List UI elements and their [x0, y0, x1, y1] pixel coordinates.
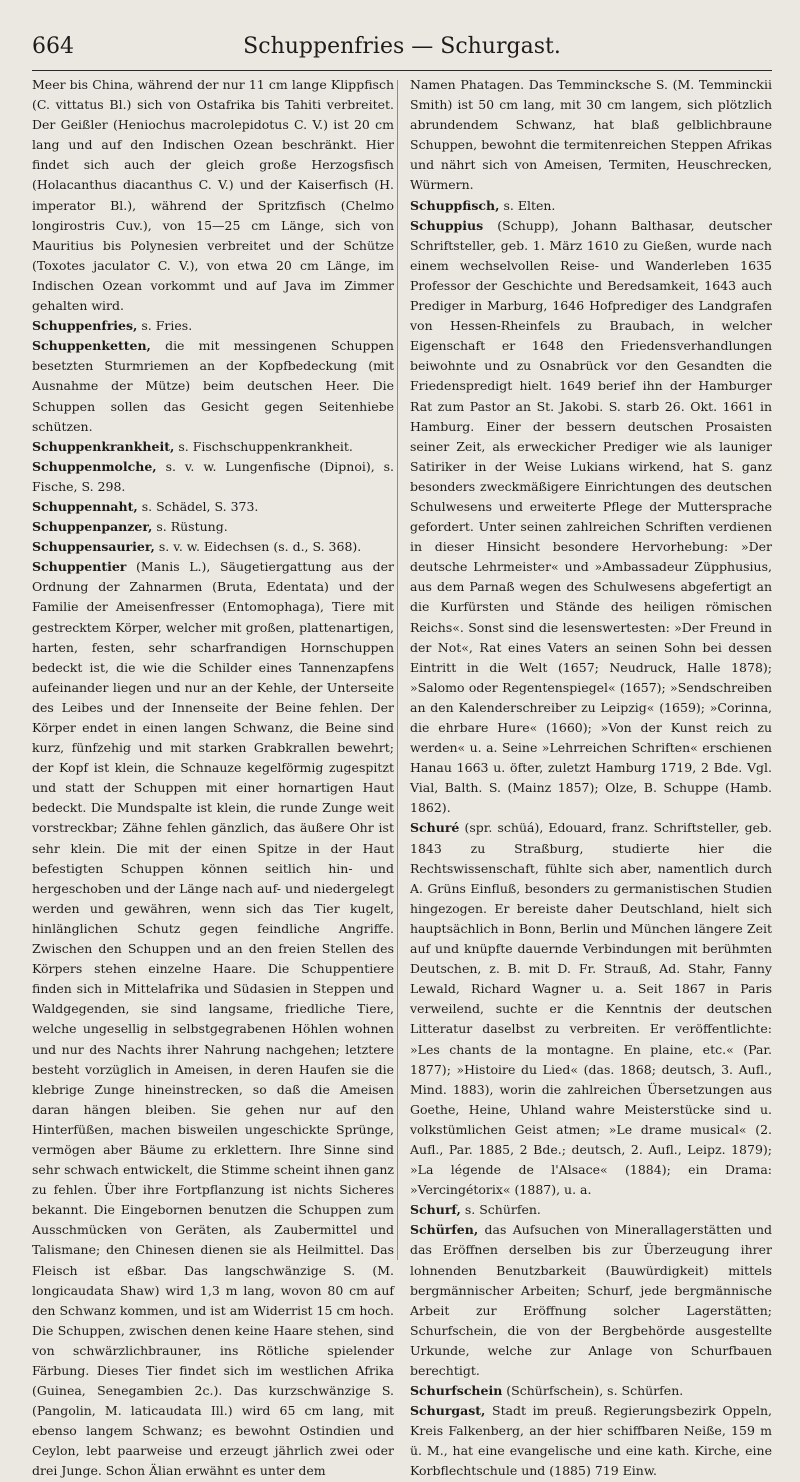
entry-text: die mit messingenen Schuppen besetzten Sturmriemen an der Kopfbedeckung (mit Ausnahme der Mütze) beim deutschen Heer. Die Schuppen sollen das Gesicht gegen Seitenhiebe schützen. — [32, 338, 394, 434]
entry — [410, 1200, 772, 1220]
entry-headword: Schuppenmolche, — [32, 458, 157, 474]
entry — [32, 75, 394, 316]
entry-headword: Schürfen, — [410, 1222, 479, 1238]
entry-headword: Schuppenpanzer, — [32, 519, 153, 535]
entry — [32, 457, 394, 497]
entry — [32, 437, 394, 457]
entry-text: s. Fries. — [141, 318, 193, 334]
column-divider — [397, 80, 398, 1260]
entry — [32, 316, 394, 336]
page-header — [32, 30, 772, 71]
entry-headword: Schuppenkrankheit, — [32, 438, 175, 454]
entry — [32, 537, 394, 557]
entry — [410, 1401, 772, 1481]
page-number: 664 — [32, 34, 74, 59]
left-column — [32, 75, 394, 1482]
entry — [32, 557, 394, 1481]
entry-text: (Schürfschein), s. Schürfen. — [506, 1383, 684, 1399]
entry-headword: Schuppentier — [32, 559, 127, 575]
running-title: Schuppenfries — Schurgast. — [243, 34, 561, 59]
entry-headword: Schuppenfries, — [32, 318, 138, 334]
entry — [410, 1381, 772, 1401]
entry-text: s. Schädel, S. 373. — [141, 498, 259, 514]
entry-headword: Schuré — [410, 820, 460, 836]
entry-headword: Schurf, — [410, 1202, 461, 1218]
entry-text: Namen Phatagen. Das Temmincksche S. (M. Temminckii Smith) ist 50 cm lang, mit 30 cm langem, sich plötzlich abrundendem Schwanz, hat blaß gelblichbraune Schuppen, bewohnt die termitenreichen Steppen Afrikas und nährt sich von Ameisen, Termiten, Heuschrecken, Würmern. — [410, 77, 772, 193]
entry-text: s. v. w. Lungenfische (Dipnoi), s. Fische, S. 298. — [32, 458, 394, 494]
entry-text: (Schupp), Johann Balthasar, deutscher Schriftsteller, geb. 1. März 1610 zu Gießen, wurde nach einem wechselvollen Reise- und Wanderleben 1635 Professor der Geschichte und Beredsamkeit, 1643 auch Prediger in Marburg, 1646 Hofprediger des Landgrafen von Hessen-Rheinfels zu Braubach, in welcher Eigenschaft er 1648 den Friedensverhandlungen beiwohnte und zu Osnabrück vor den Gesandten die Friedenspredigt hielt. 1649 berief ihn der Hamburger Rat zum Pastor an St. Jakobi. S. starb 26. Okt. 1661 in Hamburg. Einer der bessern deutschen Prosaisten seiner Zeit, als erweckicher Prediger wie als launiger Satiriker in der Weise Lukians wirkend, hat S. ganz besonders zweckmäßigere Einrichtungen des deutschen Schulwesens und erweiterte Pflege der Muttersprache gefordert. Unter seinen zahlreichen Schriften verdienen in dieser Hinsicht besondere Hervorhebung: »Der deutsche Lehrmeister« und »Ambassadeur Züpphusius, aus dem Parnaß wegen des Schulwesens abgefertigt an die Kurfürsten und Stände des heiligen römischen Reichs«. Sonst sind die lesenswertesten: »Der Freund in der Not«, Rat eines Vaters an seinen Sohn bei dessen Eintritt in die Welt (1657; Neudruck, Halle 1878); »Salomo oder Regentenspiegel« (1657); »Sendschreiben an den Kalenderschreiber zu Leipzig« (1659); »Corinna, die ehrbare Hure« (1660); »Von der Kunst reich zu werden« u. a. Seine »Lehrreichen Schriften« erschienen Hanau 1663 u. öfter, zuletzt Hamburg 1719, 2 Bde. Vgl. Vial, Balth. S. (Mainz 1857); Olze, B. Schuppe (Hamb. 1862). — [410, 217, 772, 816]
entry-headword: Schuppfisch, — [410, 197, 500, 213]
entry-headword: Schurfschein — [410, 1383, 503, 1399]
entry-text: das Aufsuchen von Minerallagerstätten und das Eröffnen derselben bis zur Überzeugung ihrer lohnenden Benutzbarkeit (Bauwürdigkeit) mittels bergmännischer Arbeiten; Schurf, jede bergmännische Arbeit zur Eröffnung solcher Lagerstätten; Schurfschein, die von der Bergbehörde ausgestellte Urkunde, welche zur Anlage von Schurfbauen berechtigt. — [410, 1222, 772, 1378]
entry-text: s. Schürfen. — [464, 1202, 541, 1218]
entry — [410, 818, 772, 1200]
entry-headword: Schuppennaht, — [32, 498, 138, 514]
entry — [32, 517, 394, 537]
entry — [32, 497, 394, 517]
entry — [32, 336, 394, 436]
entry-headword: Schuppenketten, — [32, 338, 151, 354]
entry — [410, 196, 772, 216]
entry — [410, 1220, 772, 1381]
entry-text: s. Fischschuppenkrankheit. — [178, 438, 353, 454]
entry-headword: Schuppensaurier, — [32, 539, 155, 555]
entry-text: (Manis L.), Säugetiergattung aus der Ordnung der Zahnarmen (Bruta, Edentata) und der Familie der Ameisenfresser (Entomophaga), Tiere mit gestrecktem Körper, welcher mit großen, plattenartigen, harten, festen, sehr scharfrandigen Hornschuppen bedeckt ist, die wie die Schilder eines Tannenzapfens aufeinander liegen und nur an der Kehle, der Unterseite des Leibes und der Innenseite der Beine fehlen. Der Körper endet in einen langen Schwanz, die Beine sind kurz, fünfzehig und mit starken Grabkrallen bewehrt; der Kopf ist klein, die Schnauze kegelförmig zugespitzt und statt der Schuppen mit einer hornartigen Haut bedeckt. Die Mundspalte ist klein, die runde Zunge weit vorstreckbar; Zähne fehlen gänzlich, das äußere Ohr ist sehr klein. Die mit der einen Spitze in der Haut befestigten Schuppen können seitlich hin- und hergeschoben und der Länge nach auf- und niedergelegt werden und gewähren, wenn sich das Tier kugelt, hinlänglichen Schutz gegen feindliche Angriffe. Zwischen den Schuppen und an den freien Stellen des Körpers stehen einzelne Haare. Die Schuppentiere finden sich in Mittelafrika und Südasien in Steppen und Waldgegenden, sie sind langsame, friedliche Tiere, welche ungesellig in selbstgegrabenen Höhlen wohnen und nur des Nachts ihrer Nahrung nachgehen; letztere besteht vorzüglich in Ameisen, in deren Haufen sie die klebrige Zunge hineinstrecken, so daß die Ameisen daran hängen bleiben. Sie gehen nur auf den Hinterfüßen, machen bisweilen ungeschickte Sprünge, vermögen aber Bäume zu erklettern. Ihre Sinne sind sehr schwach entwickelt, die Stimme scheint ihnen ganz zu fehlen. Über ihre Fortpflanzung ist nichts Sicheres bekannt. Die Eingebornen benutzen die Schuppen zum Ausschmücken von Geräten, als Zaubermittel und Talismane; den Chinesen dienen sie als Heilmittel. Das Fleisch ist eßbar. Das langschwänzige S. (M. longicaudata Shaw) wird 1,3 m lang, wovon 80 cm auf den Schwanz kommen, und ist am Widerrist 15 cm hoch. Die Schuppen, zwischen denen keine Haare stehen, sind von schwärzlichbrauner, ins Rötliche spielender Färbung. Dieses Tier findet sich im westlichen Afrika (Guinea, Senegambien 2c.). Das kurzschwänzige S. (Pangolin, M. laticaudata Ill.) wird 65 cm lang, mit ebenso langem Schwanz; es bewohnt Ostindien und Ceylon, lebt paarweise und erzeugt jährlich zwei oder drei Junge. Schon Älian erwähnt es unter dem — [32, 559, 394, 1479]
right-column — [410, 75, 772, 1482]
entry-headword: Schuppius — [410, 217, 484, 233]
entry-text: s. Rüstung. — [156, 519, 228, 535]
entry-text: Meer bis China, während der nur 11 cm lange Klippfisch (C. vittatus Bl.) sich von Ostafrika bis Tahiti verbreitet. Der Geißler (Heniochus macrolepidotus C. V.) ist 20 cm lang und auf den Indischen Ozean beschränkt. Hier findet sich auch der gleich große Herzogsfisch (Holacanthus diacanthus C. V.) und der Kaiserfisch (H. imperator Bl.), während der Spritzfisch (Chelmo longirostris Cuv.), von 15—25 cm Länge, sich von Mauritius bis Polynesien verbreitet und der Schütze (Toxotes jaculator C. V.), von etwa 20 cm Länge, im Indischen Ozean vorkommt und auf Java im Zimmer gehalten wird. — [32, 77, 394, 314]
entry-text: (spr. schüá), Edouard, franz. Schriftsteller, geb. 1843 zu Straßburg, studierte hier die Rechtswissenschaft, fühlte sich aber, namentlich durch A. Grüns Einfluß, besonders zu germanistischen Studien hingezogen. Er bereiste daher Deutschland, hielt sich hauptsächlich in Bonn, Berlin und München längere Zeit auf und knüpfte dauernde Verbindungen mit berühmten Deutschen, z. B. mit D. Fr. Strauß, Ad. Stahr, Fanny Lewald, Richard Wagner u. a. Seit 1867 in Paris verweilend, suchte er die Kenntnis der deutschen Litteratur daselbst zu verbreiten. Er veröffentlichte: »Les chants de la montagne. En plaine, etc.« (Par. 1877); »Histoire du Lied« (das. 1868; deutsch, 3. Aufl., Mind. 1883), worin die zahlreichen Übersetzungen aus Goethe, Heine, Uhland wahre Meisterstücke sind u. volkstümlichen Geist atmen; »Le drame musical« (2. Aufl., Par. 1885, 2 Bde.; deutsch, 2. Aufl., Leipz. 1879); »La légende de l'Alsace« (1884); ein Drama: »Vercingétorix« (1887), u. a. — [410, 820, 772, 1198]
entry-text: s. v. w. Eidechsen (s. d., S. 368). — [158, 539, 362, 555]
entry-text: Stadt im preuß. Regierungsbezirk Oppeln, Kreis Falkenberg, an der hier schiffbaren Neiße, 159 m ü. M., hat eine evangelische und eine kath. Kirche, eine Korbflechtschule und (1885) 719 Einw. — [410, 1403, 772, 1479]
entry-text: s. Elten. — [503, 197, 556, 213]
entry — [410, 216, 772, 819]
entry — [410, 75, 772, 196]
entry-headword: Schurgast, — [410, 1403, 486, 1419]
